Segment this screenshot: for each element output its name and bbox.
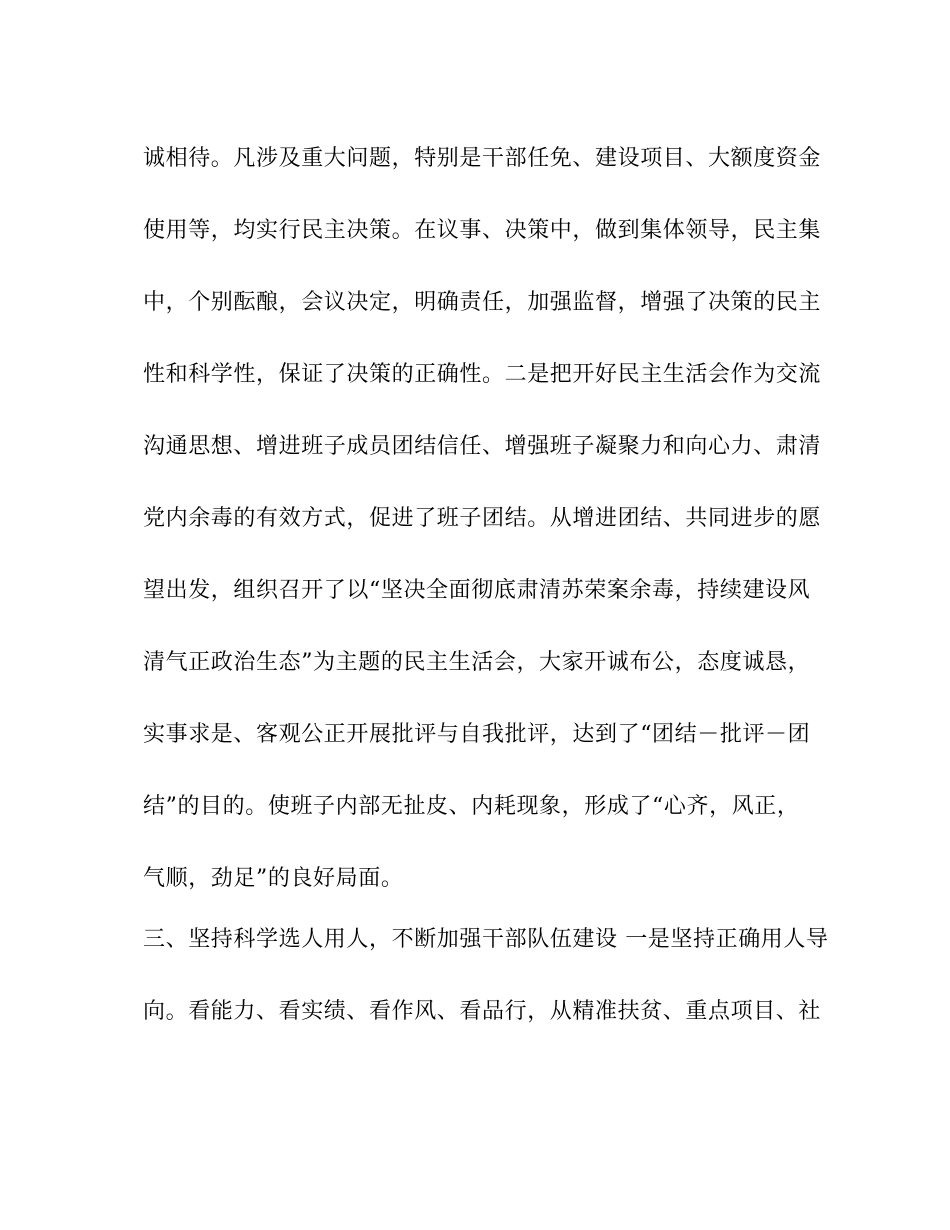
paragraph-line: 气顺，劲足”的良好局面。 bbox=[143, 866, 404, 891]
section-heading-line: 三、坚持科学选人用人，不断加强干部队伍建设 一是坚持正确用人导 bbox=[143, 927, 829, 952]
paragraph-line: 向。看能力、看实绩、看作风、看品行，从精准扶贫、重点项目、社 bbox=[143, 999, 822, 1024]
paragraph-line: 结”的目的。使班子内部无扯皮、内耗现象，形成了“心齐，风正， bbox=[143, 794, 800, 819]
paragraph-line: 望出发，组织召开了以“坚决全面彻底肃清苏荣案余毒，持续建设风 bbox=[143, 578, 811, 603]
paragraph-line: 中，个别酝酿，会议决定，明确责任，加强监督，增强了决策的民主 bbox=[143, 290, 822, 315]
paragraph-line: 清气正政治生态”为主题的民主生活会，大家开诚布公，态度诚恳， bbox=[143, 650, 811, 675]
paragraph-line: 沟通思想、增进班子成员团结信任、增强班子凝聚力和向心力、肃清 bbox=[143, 434, 822, 459]
paragraph-line: 党内余毒的有效方式，促进了班子团结。从增进团结、共同进步的愿 bbox=[143, 506, 822, 531]
paragraph-line: 诚相待。凡涉及重大问题，特别是干部任免、建设项目、大额度资金 bbox=[143, 146, 822, 171]
paragraph-line: 使用等，均实行民主决策。在议事、决策中，做到集体领导，民主集 bbox=[143, 218, 822, 243]
paragraph-line: 实事求是、客观公正开展批评与自我批评，达到了“团结－批评－团 bbox=[143, 722, 811, 747]
paragraph-line: 性和科学性，保证了决策的正确性。二是把开好民主生活会作为交流 bbox=[143, 362, 822, 387]
